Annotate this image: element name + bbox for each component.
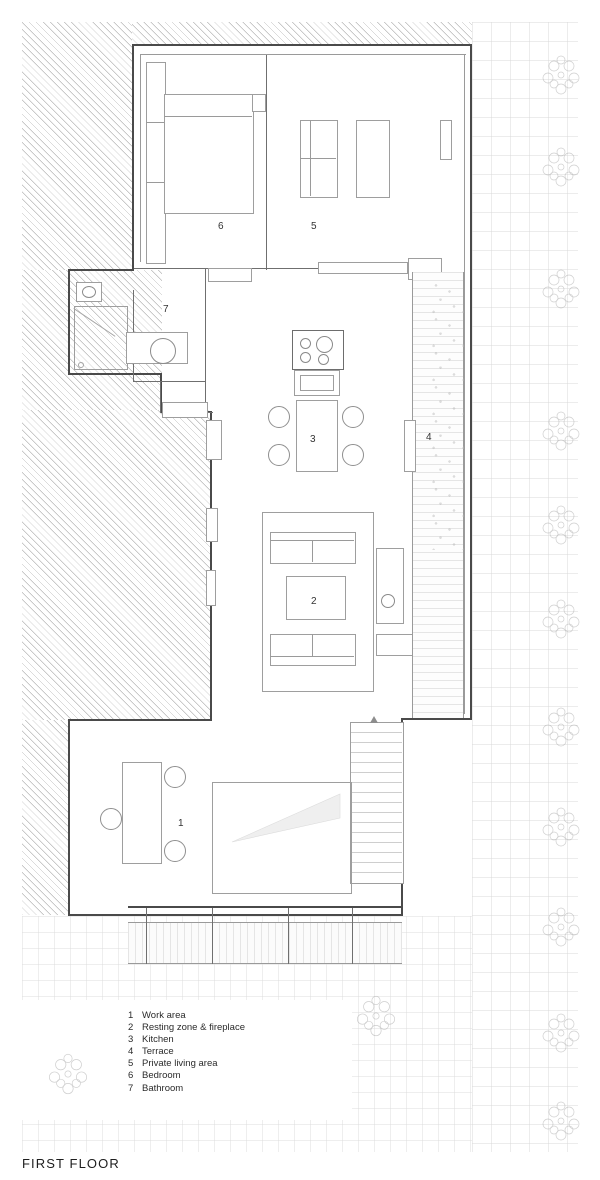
- bathroom-shower-drain: [78, 362, 84, 368]
- legend-item: [128, 1058, 245, 1070]
- wall-exterior-right: [470, 44, 472, 718]
- wall-partition-bedroom-living: [266, 54, 267, 270]
- tree-icon-garden-5: [534, 498, 588, 552]
- dining-chair-3: [342, 406, 364, 428]
- site-hatch-bottom-left: [22, 720, 68, 915]
- legend-label: Resting zone & fireplace: [142, 1022, 245, 1034]
- sofa-south-seam: [312, 634, 313, 656]
- legend-number: 3: [128, 1034, 134, 1046]
- stair-treads: [350, 722, 402, 882]
- hall-closet-1: [162, 402, 208, 418]
- room-number-1: 1: [178, 818, 184, 829]
- tree-icon-garden-8: [534, 800, 588, 854]
- room-number-3: 3: [310, 434, 316, 445]
- legend-label: Bathroom: [142, 1082, 184, 1094]
- fireplace: [376, 548, 404, 624]
- site-hatch-upper-left: [22, 22, 132, 270]
- living-side-table: [440, 120, 452, 160]
- room-number-7: 7: [163, 304, 169, 315]
- south-sill-line: [128, 906, 402, 908]
- legend-number: 1: [128, 1010, 134, 1021]
- tree-icon-garden-1: [534, 48, 588, 102]
- terrace-planting: [430, 282, 464, 550]
- sofa-south-back: [270, 656, 354, 657]
- site-hatch-top-strip: [132, 22, 472, 46]
- dining-chair-1: [268, 406, 290, 428]
- legend-label: Private living area: [142, 1058, 218, 1070]
- page-title: FIRST FLOOR: [22, 1156, 120, 1171]
- wall-exterior-left-step5: [68, 719, 212, 721]
- legend-number: 6: [128, 1070, 134, 1082]
- dining-chair-4: [342, 444, 364, 466]
- tree-icon-garden-10: [534, 1006, 588, 1060]
- dining-table: [296, 400, 338, 472]
- wall-exterior-left-bottom: [68, 719, 70, 916]
- terrace-edge-west: [412, 272, 413, 718]
- bathroom-wc-bowl: [82, 286, 96, 298]
- legend-item: [128, 1022, 245, 1034]
- south-deck-bottom-edge: [128, 963, 402, 964]
- bathroom-basin: [150, 338, 176, 364]
- living-terrace-door: [318, 262, 408, 274]
- south-deck-planks: [128, 922, 402, 964]
- work-chair-1: [164, 766, 186, 788]
- tree-icon-garden-6: [534, 592, 588, 646]
- south-mullion-1: [146, 906, 147, 964]
- living-sofa: [356, 120, 390, 198]
- legend-label: Terrace: [142, 1046, 174, 1058]
- terrace-door-panel: [404, 420, 416, 472]
- room-number-4: 4: [426, 432, 432, 443]
- stair-direction-arrow: [370, 716, 378, 723]
- work-desk: [122, 762, 162, 864]
- hob-burner-1: [300, 338, 311, 349]
- hall-closet-4: [206, 570, 216, 606]
- south-mullion-2: [212, 906, 213, 964]
- room-number-2: 2: [311, 596, 317, 607]
- void-light-cone: [212, 782, 352, 894]
- wall-bathroom-east: [205, 268, 206, 383]
- wall-exterior-left-step1: [68, 269, 134, 271]
- site-hatch-lower-left: [22, 410, 212, 720]
- legend-item: [128, 1083, 245, 1095]
- tree-icon-garden-11: [534, 1094, 588, 1148]
- legend-item: [128, 1034, 245, 1046]
- hob-burner-4: [318, 354, 329, 365]
- legend-label: Work area: [142, 1010, 186, 1021]
- tree-icon-garden-7: [534, 700, 588, 754]
- wardrobe-divider-1: [146, 122, 164, 123]
- south-mullion-4: [352, 906, 353, 964]
- wardrobe-divider-2: [146, 182, 164, 183]
- legend-number: 2: [128, 1022, 134, 1034]
- sofa-south: [270, 634, 356, 666]
- work-chair-2: [164, 840, 186, 862]
- bedroom-wardrobe: [146, 62, 166, 264]
- sofa-north-seam: [312, 540, 313, 562]
- room-number-5: 5: [311, 221, 317, 232]
- hall-closet-2: [206, 420, 222, 460]
- legend-number: 4: [128, 1046, 134, 1058]
- hall-closet-3: [206, 508, 218, 542]
- legend-label: Kitchen: [142, 1034, 174, 1046]
- legend-label: Bedroom: [142, 1070, 181, 1082]
- wall-exterior-left-step2: [68, 373, 162, 375]
- bedroom-nightstand: [252, 94, 266, 112]
- dining-chair-2: [268, 444, 290, 466]
- bedroom-door-closet: [208, 268, 252, 282]
- tree-icon-courtyard-1: [348, 988, 404, 1044]
- bed-double: [164, 94, 254, 214]
- tree-icon-garden-2: [534, 140, 588, 194]
- wall-inner-line-top: [140, 54, 466, 55]
- sofa-north: [270, 532, 356, 564]
- bathroom-wall-strip: [76, 282, 77, 300]
- tree-icon-garden-4: [534, 404, 588, 458]
- wall-bathroom-south: [133, 381, 206, 382]
- hob-burner-2: [300, 352, 311, 363]
- legend-item: [128, 1046, 245, 1058]
- fireplace-flue: [381, 594, 395, 608]
- living-armchair-1-seat: [300, 158, 336, 159]
- wall-exterior-left-upper: [132, 44, 134, 270]
- work-chair-3: [100, 808, 122, 830]
- fireplace-hearth: [376, 634, 414, 656]
- wall-exterior-bottom-right-return: [401, 718, 472, 720]
- south-deck-top-edge: [128, 922, 402, 923]
- tree-icon-garden-9: [534, 900, 588, 954]
- wall-inner-line-right: [464, 54, 465, 714]
- wall-exterior-top: [132, 44, 472, 46]
- bed-pillow-line: [164, 116, 252, 117]
- tree-icon-garden-3: [534, 262, 588, 316]
- room-number-6: 6: [218, 221, 224, 232]
- legend-item: [128, 1070, 245, 1082]
- legend-number: 7: [128, 1082, 134, 1094]
- living-armchair-1: [300, 120, 338, 198]
- wall-inner-line-left: [140, 54, 141, 262]
- tree-icon-courtyard-2: [40, 1046, 96, 1102]
- legend-number: 5: [128, 1058, 134, 1070]
- kitchen-sink-basin: [300, 375, 334, 391]
- legend: [128, 1010, 245, 1095]
- legend-item: [128, 1010, 245, 1022]
- hob-burner-3: [316, 336, 333, 353]
- living-armchair-1-inner: [310, 120, 311, 196]
- south-mullion-3: [288, 906, 289, 964]
